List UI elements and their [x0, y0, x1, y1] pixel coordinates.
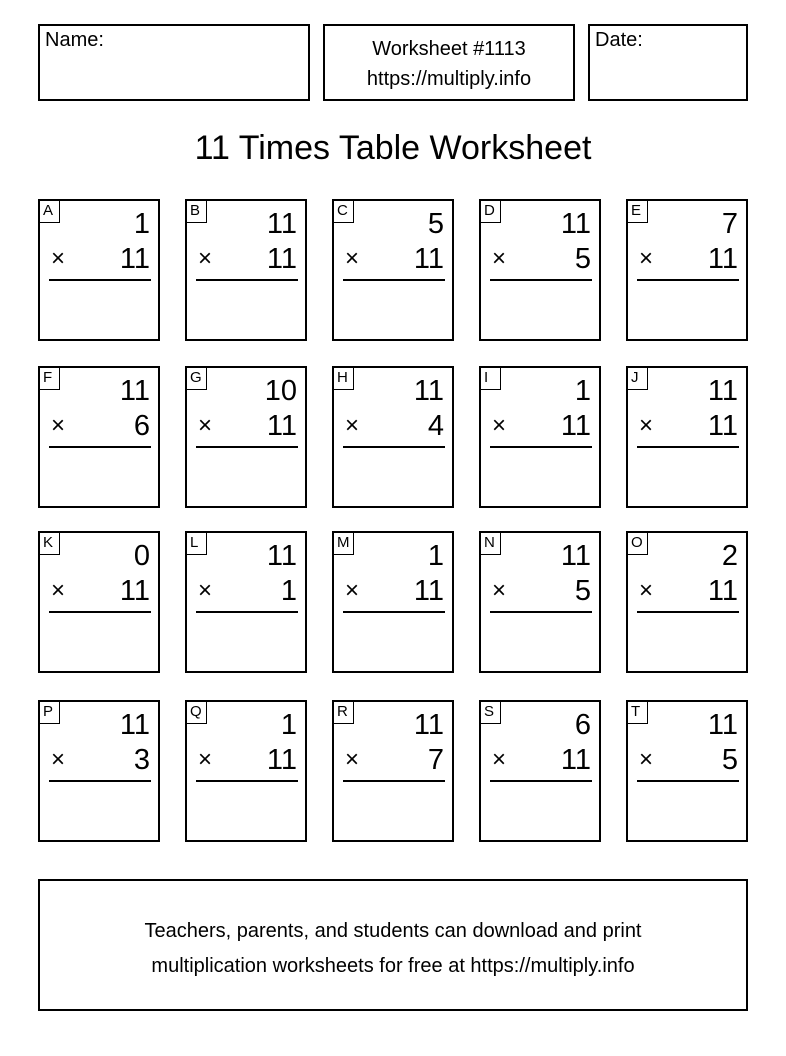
- problem-top-number: 2: [721, 540, 738, 572]
- problem-bottom-number: 11: [413, 575, 444, 607]
- multiply-sign: ×: [51, 577, 66, 604]
- problem-bottom-number: 11: [119, 243, 150, 275]
- multiply-sign: ×: [198, 412, 213, 439]
- problem-bottom-number: 11: [707, 243, 738, 275]
- name-label: Name:: [45, 29, 104, 51]
- problem-letter: H: [334, 368, 354, 390]
- problem-top-number: 11: [266, 540, 297, 572]
- problem-top-number: 7: [721, 208, 738, 240]
- problem-top-number: 10: [264, 375, 297, 407]
- multiply-sign: ×: [345, 577, 360, 604]
- multiply-sign: ×: [51, 245, 66, 272]
- problem-bottom-number: 11: [560, 410, 591, 442]
- problem-top-number: 1: [280, 709, 297, 741]
- problem-top-number: 1: [574, 375, 591, 407]
- answer-line: [196, 446, 298, 448]
- problem-card: [626, 531, 748, 673]
- problem-bottom-number: 11: [413, 243, 444, 275]
- multiply-sign: ×: [345, 746, 360, 773]
- problem-card: [332, 199, 454, 341]
- problem-letter: K: [40, 533, 60, 555]
- date-field: [588, 24, 748, 101]
- problem-top-number: 1: [133, 208, 150, 240]
- answer-line: [196, 780, 298, 782]
- multiply-sign: ×: [639, 412, 654, 439]
- problem-bottom-number: 5: [721, 744, 738, 776]
- problem-top-number: 0: [133, 540, 150, 572]
- answer-line: [637, 446, 739, 448]
- problem-card: [626, 199, 748, 341]
- problem-letter: G: [187, 368, 207, 390]
- problem-card: [479, 700, 601, 842]
- problem-letter: R: [334, 702, 354, 724]
- problem-top-number: 11: [119, 709, 150, 741]
- problem-card: [185, 700, 307, 842]
- answer-line: [196, 611, 298, 613]
- problem-top-number: 11: [560, 208, 591, 240]
- problem-bottom-number: 11: [560, 744, 591, 776]
- problem-bottom-number: 11: [266, 410, 297, 442]
- date-label: Date:: [595, 29, 643, 51]
- problem-card: [332, 531, 454, 673]
- problem-bottom-number: 11: [707, 575, 738, 607]
- problem-top-number: 5: [427, 208, 444, 240]
- answer-line: [490, 446, 592, 448]
- answer-line: [343, 446, 445, 448]
- multiply-sign: ×: [198, 577, 213, 604]
- multiply-sign: ×: [492, 746, 507, 773]
- problem-letter: O: [628, 533, 648, 555]
- answer-line: [343, 611, 445, 613]
- problem-letter: A: [40, 201, 60, 223]
- answer-line: [637, 780, 739, 782]
- problem-card: [38, 700, 160, 842]
- page-title: 11 Times Table Worksheet: [194, 129, 592, 167]
- answer-line: [637, 279, 739, 281]
- answer-line: [49, 780, 151, 782]
- problem-bottom-number: 11: [707, 410, 738, 442]
- problem-card: [185, 531, 307, 673]
- problem-card: [332, 700, 454, 842]
- multiply-sign: ×: [345, 245, 360, 272]
- problem-letter: F: [40, 368, 60, 390]
- footer-line-1: Teachers, parents, and students can download and print: [144, 920, 642, 942]
- answer-line: [490, 279, 592, 281]
- worksheet-info-box: [323, 24, 575, 101]
- multiply-sign: ×: [492, 412, 507, 439]
- worksheet-number: Worksheet #1113: [372, 38, 526, 60]
- problem-bottom-number: 11: [266, 243, 297, 275]
- multiply-sign: ×: [639, 577, 654, 604]
- problem-letter: Q: [187, 702, 207, 724]
- answer-line: [490, 780, 592, 782]
- answer-line: [49, 611, 151, 613]
- problem-top-number: 11: [707, 709, 738, 741]
- answer-line: [49, 279, 151, 281]
- problem-card: [626, 700, 748, 842]
- problem-bottom-number: 5: [574, 575, 591, 607]
- problem-letter: E: [628, 201, 648, 223]
- multiply-sign: ×: [198, 245, 213, 272]
- problem-bottom-number: 7: [427, 744, 444, 776]
- problem-top-number: 11: [413, 709, 444, 741]
- worksheet-url: https://multiply.info: [366, 68, 532, 90]
- problem-top-number: 11: [560, 540, 591, 572]
- multiply-sign: ×: [639, 746, 654, 773]
- answer-line: [196, 279, 298, 281]
- multiply-sign: ×: [492, 245, 507, 272]
- problem-letter: T: [628, 702, 648, 724]
- problem-letter: N: [481, 533, 501, 555]
- answer-line: [49, 446, 151, 448]
- problem-letter: J: [628, 368, 648, 390]
- problem-bottom-number: 1: [280, 575, 297, 607]
- multiply-sign: ×: [492, 577, 507, 604]
- problem-card: [479, 531, 601, 673]
- problem-top-number: 6: [574, 709, 591, 741]
- problem-bottom-number: 6: [133, 410, 150, 442]
- footer-line-2: multiplication worksheets for free at https://multiply.info: [151, 955, 635, 977]
- problem-top-number: 1: [427, 540, 444, 572]
- multiply-sign: ×: [198, 746, 213, 773]
- problem-bottom-number: 11: [266, 744, 297, 776]
- answer-line: [637, 611, 739, 613]
- problem-letter: L: [187, 533, 207, 555]
- answer-line: [343, 279, 445, 281]
- multiply-sign: ×: [639, 245, 654, 272]
- problem-bottom-number: 5: [574, 243, 591, 275]
- problem-card: [185, 199, 307, 341]
- problem-card: [479, 199, 601, 341]
- problem-card: [38, 531, 160, 673]
- problem-card: [38, 199, 160, 341]
- problem-card: [332, 366, 454, 508]
- problem-letter: D: [481, 201, 501, 223]
- problem-letter: I: [481, 368, 501, 390]
- problem-top-number: 11: [119, 375, 150, 407]
- problem-card: [626, 366, 748, 508]
- problem-top-number: 11: [266, 208, 297, 240]
- problem-top-number: 11: [707, 375, 738, 407]
- name-field: [38, 24, 310, 101]
- problem-letter: C: [334, 201, 354, 223]
- answer-line: [343, 780, 445, 782]
- problem-letter: B: [187, 201, 207, 223]
- problem-bottom-number: 11: [119, 575, 150, 607]
- problem-bottom-number: 3: [133, 744, 150, 776]
- problem-card: [38, 366, 160, 508]
- multiply-sign: ×: [51, 412, 66, 439]
- answer-line: [490, 611, 592, 613]
- problem-top-number: 11: [413, 375, 444, 407]
- footer-box: [38, 879, 748, 1011]
- problem-bottom-number: 4: [427, 410, 444, 442]
- problem-letter: S: [481, 702, 501, 724]
- problem-letter: P: [40, 702, 60, 724]
- problem-letter: M: [334, 533, 354, 555]
- problem-card: [185, 366, 307, 508]
- multiply-sign: ×: [51, 746, 66, 773]
- multiply-sign: ×: [345, 412, 360, 439]
- problem-card: [479, 366, 601, 508]
